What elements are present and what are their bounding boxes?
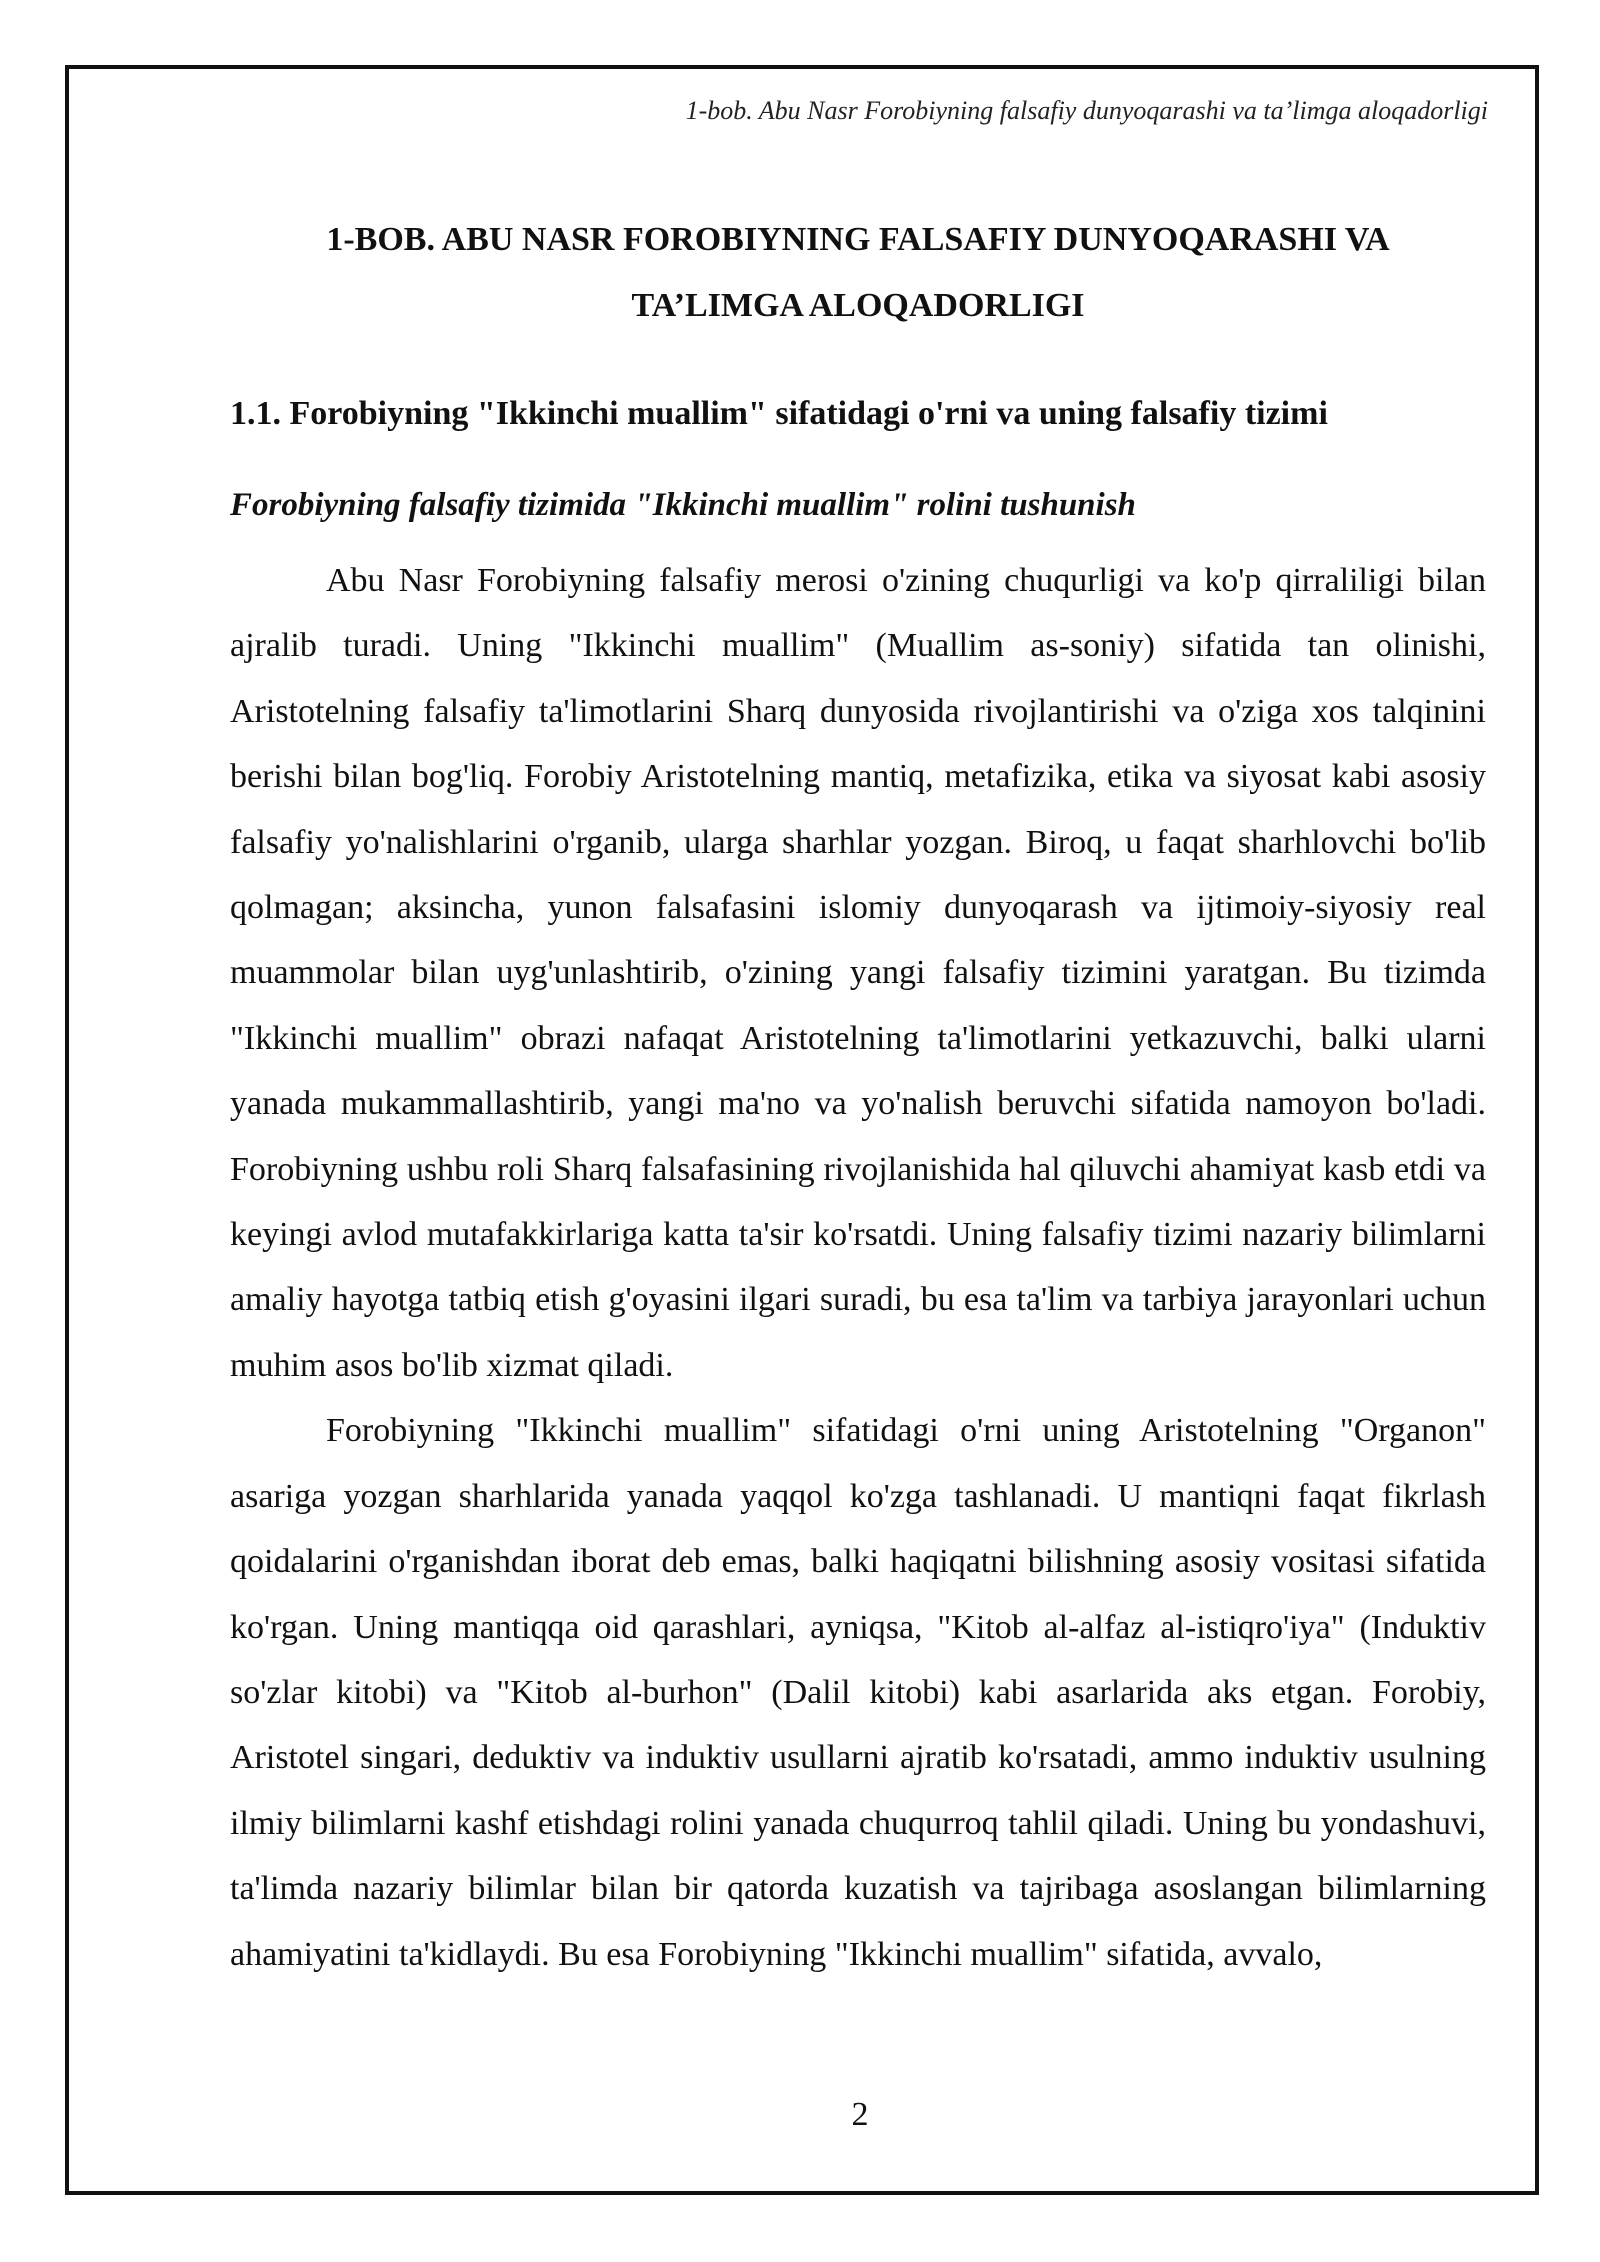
body-text bbox=[230, 548, 1486, 1987]
paragraph-1: Abu Nasr Forobiyning falsafiy merosi o'zining chuqurligi va ko'p qirraliligi bilan ajralib turadi. Uning "Ikkinchi muallim" (Muallim as-soniy) sifatida tan olinishi, Aristotelning falsafiy ta'limotlarini Sharq dunyosida rivojlantirishi va o'ziga xos talqinini berishi bilan bog'liq. Forobiy Aristotelning mantiq, metafizika, etika va siyosat kabi asosiy falsafiy yo'nalishlarini o'rganib, ularga sharhlar yozgan. Biroq, u faqat sharhlovchi bo'lib qolmagan; aksincha, yunon falsafasini islomiy dunyoqarash va ijtimoiy-siyosiy real muammolar bilan uyg'unlashtirib, o'zining yangi falsafiy tizimini yaratgan. Bu tizimda "Ikkinchi muallim" obrazi nafaqat Aristotelning ta'limotlarini yetkazuvchi, balki ularni yanada mukammallashtirib, yangi ma'no va yo'nalish beruvchi sifatida namoyon bo'ladi. Forobiyning ushbu roli Sharq falsafasining rivojlanishida hal qiluvchi ahamiyat kasb etdi va keyingi avlod mutafakkirlariga katta ta'sir ko'rsatdi. Uning falsafiy tizimi nazariy bilimlarni amaliy hayotga tatbiq etish g'oyasini ilgari suradi, bu esa ta'lim va tarbiya jarayonlari uchun muhim asos bo'lib xizmat qiladi. bbox=[230, 562, 1486, 1384]
chapter-title-line-1: 1-BOB. ABU NASR FOROBIYNING FALSAFIY DUNYOQARASHI VA bbox=[326, 221, 1390, 258]
section-title: 1.1. Forobiyning "Ikkinchi muallim" sifatidagi o'rni va uning falsafiy tizimi bbox=[230, 395, 1328, 432]
subsection-title: Forobiyning falsafiy tizimida "Ikkinchi muallim" rolini tushunish bbox=[230, 487, 1136, 523]
running-header: 1-bob. Abu Nasr Forobiyning falsafiy dunyoqarashi va ta’limga aloqadorligi bbox=[685, 96, 1488, 125]
paragraph-2: Forobiyning "Ikkinchi muallim" sifatidagi o'rni uning Aristotelning "Organon" asariga yozgan sharhlarida yanada yaqqol ko'zga tashlanadi. U mantiqni faqat fikrlash qoidalarini o'rganishdan iborat deb emas, balki haqiqatni bilishning asosiy vositasi sifatida ko'rgan. Uning mantiqqa oid qarashlari, ayniqsa, "Kitob al-alfaz al-istiqro'iya" (Induktiv so'zlar kitobi) va "Kitob al-burhon" (Dalil kitobi) kabi asarlarida aks etgan. Forobiy, Aristotel singari, deduktiv va induktiv usullarni ajratib ko'rsatadi, ammo induktiv usulning ilmiy bilimlarni kashf etishdagi rolini yanada chuqurroq tahlil qiladi. Uning bu yondashuvi, ta'limda nazariy bilimlar bilan bir qatorda kuzatish va tajribaga asoslangan bilimlarning ahamiyatini ta'kidlaydi. Bu esa Forobiyning "Ikkinchi muallim" sifatida, avvalo, bbox=[230, 1412, 1486, 1973]
chapter-title-line-2: TA’LIMGA ALOQADORLIGI bbox=[631, 287, 1085, 324]
chapter-title bbox=[230, 207, 1486, 339]
page-number: 2 bbox=[851, 2096, 869, 2133]
